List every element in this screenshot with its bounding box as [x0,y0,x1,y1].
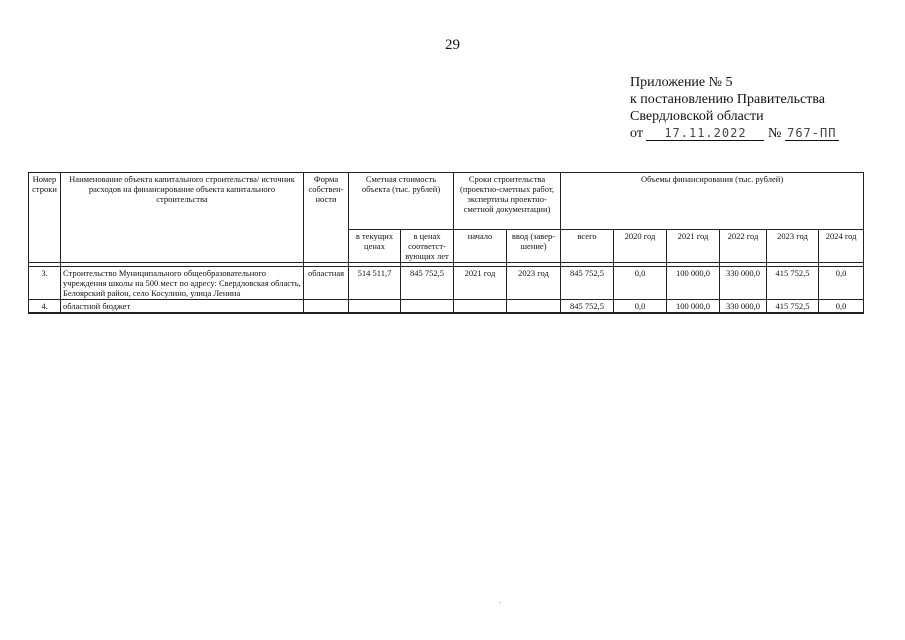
header-cost-current: в текущих ценах [349,230,401,263]
row-number: 3. [29,267,61,300]
appendix-block [630,74,839,142]
header-2021: 2021 год [667,230,720,263]
funding-total: 845 752,5 [561,267,614,300]
page-number: 29 [445,37,460,53]
funding-2024: 0,0 [819,300,864,314]
cost-current [349,300,401,314]
table-row [29,300,864,314]
funding-2022: 330 000,0 [720,300,767,314]
funding-2024: 0,0 [819,267,864,300]
header-cost-adjusted: в ценах соответст-вующих лет [401,230,454,263]
appendix-title: Приложение № 5 [630,75,733,90]
header-funding-volumes: Объемы финансирования (тыс. рублей) [561,173,864,230]
number-prefix: № [767,126,782,141]
header-object-name: Наименование объекта капитального строительства/ источник расходов на финансирование объекта капитального строительства [61,173,304,263]
funding-2020: 0,0 [614,267,667,300]
header-completion: ввод (завер-шение) [507,230,561,263]
decree-date: 17.11.2022 [646,126,764,141]
cost-current: 514 511,7 [349,267,401,300]
decree-number: 767-ПП [785,126,839,141]
header-2022: 2022 год [720,230,767,263]
start-year: 2021 год [454,267,507,300]
header-2020: 2020 год [614,230,667,263]
funding-2021: 100 000,0 [667,300,720,314]
object-name: областной бюджет [61,300,304,314]
appendix-line-2: к постановлению Правительства [630,92,826,107]
funding-2020: 0,0 [614,300,667,314]
funding-2022: 330 000,0 [720,267,767,300]
header-2023: 2023 год [767,230,819,263]
completion-year [507,300,561,314]
funding-2023: 415 752,5 [767,300,819,314]
row-number: 4. [29,300,61,314]
ownership [304,300,349,314]
appendix-date-line [630,125,839,142]
scan-speck [500,602,501,603]
header-construction-terms: Сроки строительства (проектно-сметных работ, экспертизы проектно-сметной документации) [454,173,561,230]
date-prefix: от [630,126,643,141]
start-year [454,300,507,314]
cost-adjusted [401,300,454,314]
header-2024: 2024 год [819,230,864,263]
table-row [29,267,864,300]
appendix-line-3: Свердловской области [630,109,764,124]
header-estimated-cost: Сметная стоимость объекта (тыс. рублей) [349,173,454,230]
object-name: Строительство Муниципального общеобразовательного учреждения школы на 500 мест по адресу: Свердловская область, Белоярский район, село Косулино, улица Ленина [61,267,304,300]
header-total: всего [561,230,614,263]
completion-year: 2023 год [507,267,561,300]
funding-total: 845 752,5 [561,300,614,314]
ownership: областная [304,267,349,300]
funding-2021: 100 000,0 [667,267,720,300]
funding-2023: 415 752,5 [767,267,819,300]
financing-table [28,172,864,314]
header-row-number: Номер строки [29,173,61,263]
cost-adjusted: 845 752,5 [401,267,454,300]
header-start: начало [454,230,507,263]
header-ownership: Форма собствен-ности [304,173,349,263]
